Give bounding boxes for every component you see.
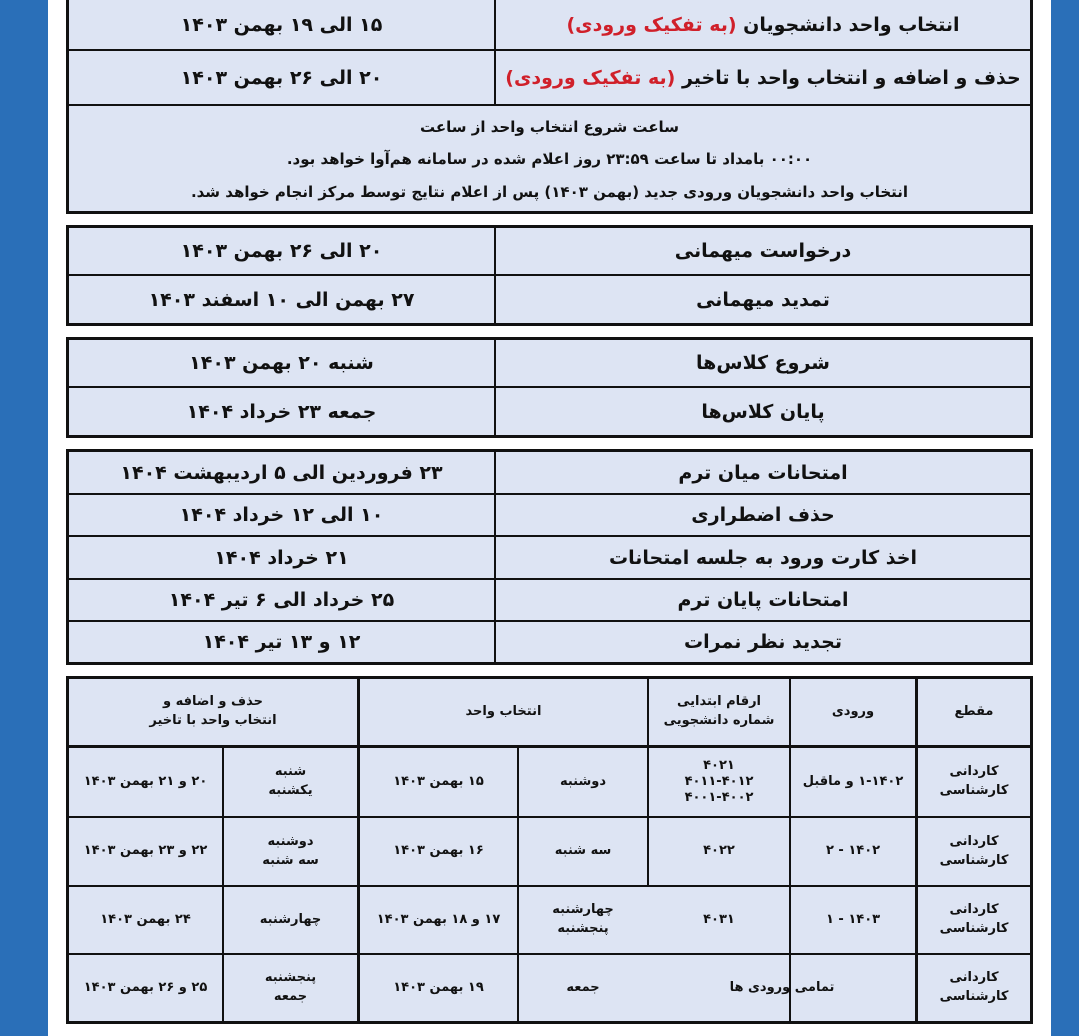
cell-prefix bbox=[649, 748, 789, 816]
row-label: حذف اضطراری bbox=[494, 495, 1030, 535]
row-label: امتحانات میان ترم bbox=[494, 452, 1030, 493]
cell-late-date: ۲۴ بهمن ۱۴۰۳ bbox=[100, 911, 191, 927]
left-frame-border bbox=[0, 0, 48, 1036]
table-row bbox=[69, 388, 1030, 435]
cell-level bbox=[918, 818, 1030, 885]
cell-text: کاردانی bbox=[949, 764, 999, 780]
row-value: ۲۳ فروردین الی ۵ اردیبهشت ۱۴۰۴ bbox=[120, 461, 443, 484]
cell-late-date: ۲۵ و ۲۶ بهمن ۱۴۰۳ bbox=[83, 979, 208, 995]
cell-selection-day: جمعه bbox=[566, 979, 600, 995]
cell-text: چهارشنبه bbox=[552, 902, 614, 918]
cell-prefix: ۴۰۲۲ bbox=[703, 843, 735, 859]
header-text: حذف و اضافه و bbox=[163, 694, 264, 710]
label-highlight: (به تفکیک ورودی) bbox=[566, 13, 737, 36]
table-row bbox=[69, 51, 1030, 106]
header-entry: ورودی bbox=[831, 703, 875, 719]
row-label: تمدید میهمانی bbox=[494, 276, 1030, 323]
row-value: ۱۵ الی ۱۹ بهمن ۱۴۰۳ bbox=[180, 13, 383, 36]
cell-selection-date: ۱۶ بهمن ۱۴۰۳ bbox=[393, 843, 484, 859]
cell-text: کاردانی bbox=[949, 970, 999, 986]
row-value: ۱۰ الی ۱۲ خرداد ۱۴۰۴ bbox=[179, 504, 384, 526]
table-row bbox=[69, 495, 1030, 537]
cell-entry: ۱۴۰۲ - ۲ bbox=[825, 843, 881, 859]
row-label: اخذ کارت ورود به جلسه امتحانات bbox=[494, 537, 1030, 578]
cell-text: ۴۰۲۱ bbox=[703, 757, 735, 773]
row-value: ۲۷ بهمن الی ۱۰ اسفند ۱۴۰۳ bbox=[148, 288, 415, 311]
row-value: ۲۰ الی ۲۶ بهمن ۱۴۰۳ bbox=[180, 240, 383, 262]
cell-selection-day bbox=[519, 887, 647, 953]
registration-schedule-grid bbox=[66, 676, 1033, 1024]
table-row bbox=[69, 228, 1030, 276]
cell-entry: ۱۴۰۳ - ۱ bbox=[825, 911, 881, 927]
cell-selection-day: دوشنبه bbox=[559, 773, 607, 789]
header-selection: انتخاب واحد bbox=[465, 703, 542, 719]
header-text: ارقام ابتدایی bbox=[676, 694, 762, 710]
row-label: امتحانات پایان ترم bbox=[494, 580, 1030, 620]
row-value: ۲۱ خرداد ۱۴۰۴ bbox=[214, 546, 349, 569]
cell-selection-day: سه شنبه bbox=[554, 843, 612, 859]
note-line-1: ساعت شروع انتخاب واحد از ساعت bbox=[420, 118, 679, 136]
cell-selection-date: ۱۷ و ۱۸ بهمن ۱۴۰۳ bbox=[376, 911, 501, 927]
row-label: تجدید نظر نمرات bbox=[494, 622, 1030, 662]
note-red: انتخاب واحد دانشجویان ورودی جدید (بهمن ۱۴۰۳) پس از اعلام نتایج توسط مرکز انجام خواهد شد. bbox=[190, 183, 909, 201]
table-row bbox=[69, 622, 1030, 662]
cell-late-days bbox=[224, 955, 357, 1021]
note-line-2: ۰۰:۰۰ بامداد تا ساعت ۲۳:۵۹ روز اعلام شده در سامانه هم‌آوا خواهد بود. bbox=[286, 150, 813, 168]
row-value: ۲۰ الی ۲۶ بهمن ۱۴۰۳ bbox=[180, 66, 383, 89]
table-row bbox=[69, 537, 1030, 580]
section-classes bbox=[66, 337, 1033, 438]
cell-level bbox=[918, 887, 1030, 953]
cell-text: ۴۰۱۱-۴۰۱۲ bbox=[684, 773, 754, 789]
cell-text: پنجشنبه bbox=[557, 921, 609, 936]
cell-level bbox=[918, 955, 1030, 1021]
row-label: شروع کلاس‌ها bbox=[494, 340, 1030, 386]
row-label bbox=[494, 0, 1030, 49]
row-label bbox=[494, 51, 1030, 104]
row-label: پایان کلاس‌ها bbox=[494, 388, 1030, 435]
cell-selection-date: ۱۵ بهمن ۱۴۰۳ bbox=[393, 773, 484, 789]
cell-late-days: چهارشنبه bbox=[259, 911, 322, 927]
cell-all-entries: تمامی ورودی ها bbox=[729, 979, 835, 995]
cell-text: کارشناسی bbox=[939, 989, 1009, 1004]
table-row bbox=[69, 452, 1030, 495]
cell-text: دوشنبه bbox=[267, 833, 314, 849]
cell-late-days bbox=[224, 748, 357, 816]
calendar-sheet bbox=[48, 0, 1051, 1036]
right-frame-border bbox=[1051, 0, 1079, 1036]
table-row bbox=[69, 0, 1030, 51]
cell-text: سه شنبه bbox=[262, 852, 319, 868]
label-highlight: (به تفکیک ورودی) bbox=[505, 66, 676, 89]
cell-level bbox=[918, 748, 1030, 816]
row-value: ۲۵ خرداد الی ۶ تیر ۱۴۰۴ bbox=[168, 589, 395, 611]
cell-text: ۴۰۰۱-۴۰۰۲ bbox=[684, 790, 754, 806]
cell-prefix: ۴۰۳۱ bbox=[703, 911, 735, 927]
cell-text: پنجشنبه bbox=[264, 970, 317, 986]
cell-text: یکشنبه bbox=[268, 783, 313, 798]
header-text: شماره دانشجویی bbox=[663, 713, 775, 728]
cell-text: جمعه bbox=[273, 989, 308, 1004]
row-value: شنبه ۲۰ بهمن ۱۴۰۳ bbox=[189, 352, 374, 374]
cell-text: کارشناسی bbox=[939, 783, 1009, 798]
section-registration bbox=[66, 0, 1033, 214]
label-text: انتخاب واحد دانشجویان bbox=[743, 13, 960, 36]
cell-text: کاردانی bbox=[949, 902, 999, 918]
cell-late-date: ۲۲ و ۲۳ بهمن ۱۴۰۳ bbox=[83, 843, 208, 859]
row-value: جمعه ۲۳ خرداد ۱۴۰۴ bbox=[186, 400, 377, 423]
cell-text: شنبه bbox=[274, 764, 307, 780]
cell-text: کارشناسی bbox=[939, 921, 1009, 936]
cell-entry: ۱-۱۴۰۲ و ماقبل bbox=[802, 773, 904, 789]
section-exams bbox=[66, 449, 1033, 665]
label-text: حذف و اضافه و انتخاب واحد با تاخیر bbox=[681, 66, 1021, 89]
cell-selection-date: ۱۹ بهمن ۱۴۰۳ bbox=[393, 979, 484, 995]
cell-text: کارشناسی bbox=[939, 852, 1009, 868]
header-late-selection bbox=[69, 679, 357, 745]
table-row bbox=[69, 580, 1030, 622]
table-row bbox=[69, 276, 1030, 323]
cell-text: کاردانی bbox=[949, 833, 999, 849]
row-label: درخواست میهمانی bbox=[494, 228, 1030, 274]
cell-late-date: ۲۰ و ۲۱ بهمن ۱۴۰۳ bbox=[83, 773, 208, 789]
section-guest bbox=[66, 225, 1033, 326]
header-level: مقطع bbox=[954, 703, 994, 719]
cell-late-days bbox=[224, 818, 357, 885]
header-id-prefix bbox=[649, 679, 789, 745]
row-value: ۱۲ و ۱۳ تیر ۱۴۰۴ bbox=[202, 631, 361, 653]
table-row bbox=[69, 340, 1030, 388]
header-text: انتخاب واحد با تاخیر bbox=[149, 713, 277, 728]
